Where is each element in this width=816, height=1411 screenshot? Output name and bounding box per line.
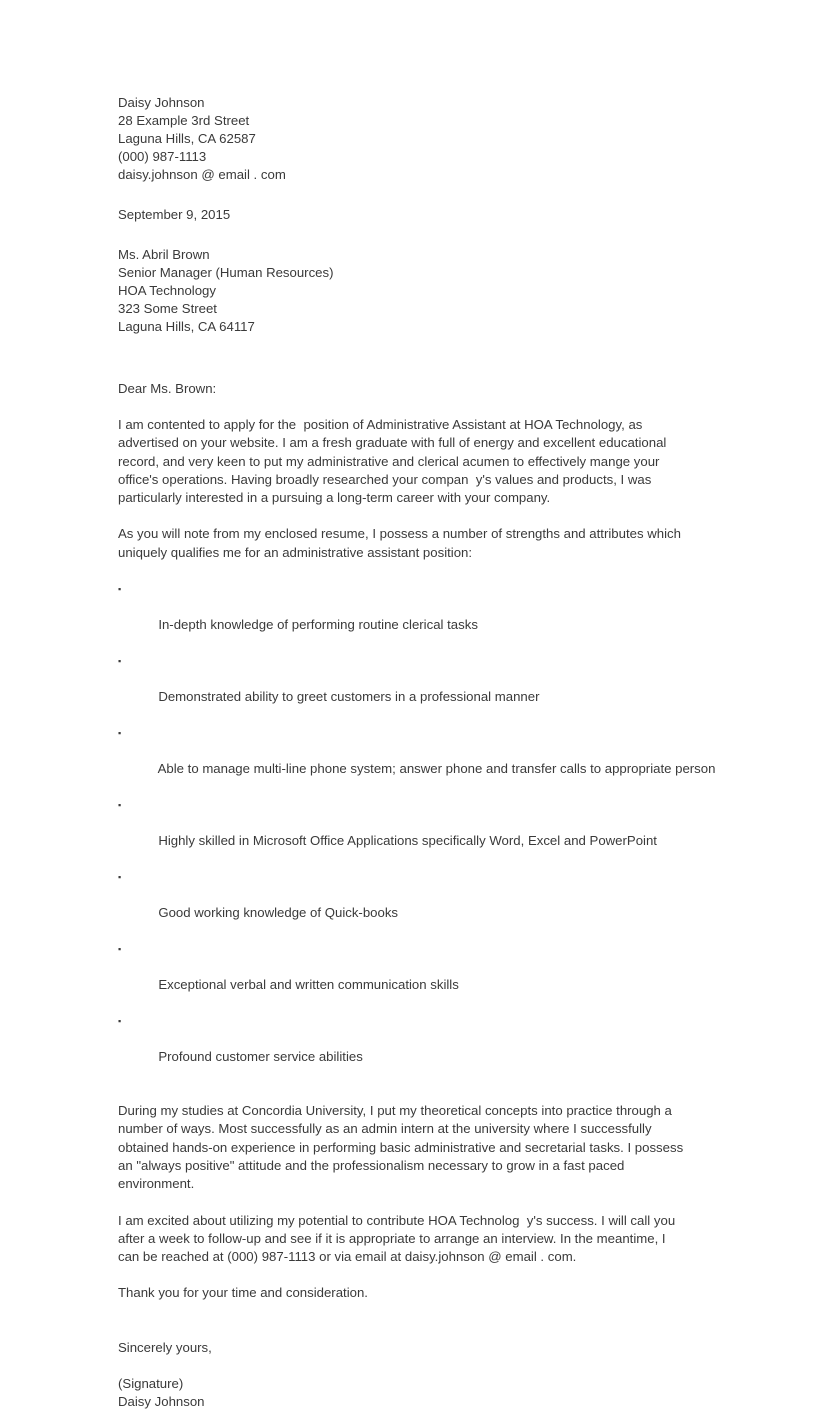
sender-phone: (000) 987-1113 xyxy=(118,149,207,164)
sender-email: daisy.johnson @ email . com xyxy=(118,167,286,182)
list-item-label: Demonstrated ability to greet customers in a professional manner xyxy=(158,689,540,705)
list-item xyxy=(118,652,684,724)
letter-body xyxy=(118,94,716,1411)
spacer-after-bullets xyxy=(118,1084,684,1102)
list-item xyxy=(118,724,716,796)
closing-salutation xyxy=(118,1339,684,1357)
list-item xyxy=(118,1012,684,1084)
recipient-title: Senior Manager (Human Resources) xyxy=(118,265,334,280)
sender-name: Daisy Johnson xyxy=(118,95,205,110)
paragraph-opening: I am contented to apply for the position of Administrative Assistant at HOA Technology, as advertised on your website. I am a fresh graduate with full of energy and excellent educational record, and very keen to put my administrative and clerical acumen to effectively mange your office's operations. Having broadly researched your compan y's values and products, I was particularly interested in a pursuing a long-term career with your company. xyxy=(118,417,671,506)
list-item xyxy=(118,868,684,940)
list-item-label: Profound customer service abilities xyxy=(158,1049,363,1065)
recipient-street: 323 Some Street xyxy=(118,301,217,316)
list-item-label: Good working knowledge of Quick-books xyxy=(158,905,399,921)
recipient-city-state-zip: Laguna Hills, CA 64117 xyxy=(118,319,255,334)
spacer-signature xyxy=(118,1357,684,1375)
bullet-icon: ▪ xyxy=(118,728,122,739)
spacer-before-bullets xyxy=(118,562,684,580)
bullet-icon: ▪ xyxy=(118,584,122,595)
list-item xyxy=(118,580,684,652)
signature-block xyxy=(118,1375,684,1411)
closing-salutation-text: Sincerely yours, xyxy=(118,1339,212,1355)
salutation xyxy=(118,380,684,398)
recipient-company: HOA Technology xyxy=(118,283,216,298)
bullet-icon: ▪ xyxy=(118,656,122,667)
sender-street: 28 Example 3rd Street xyxy=(118,113,250,128)
list-item-label: Highly skilled in Microsoft Office Applications specifically Word, Excel and PowerPoint xyxy=(158,833,657,849)
bullet-icon: ▪ xyxy=(118,800,122,811)
recipient-address-block xyxy=(118,246,684,336)
paragraph-thanks: Thank you for your time and consideration. xyxy=(118,1285,368,1301)
spacer-before-salutation xyxy=(118,336,684,380)
salutation-text: Dear Ms. Brown: xyxy=(118,381,217,396)
list-item xyxy=(118,940,684,1012)
list-item-label: In-depth knowledge of performing routine clerical tasks xyxy=(158,617,478,633)
paragraph-strengths-intro: As you will note from my enclosed resume, I possess a number of strengths and attributes which uniquely qualifies me for an administrative assistant position: xyxy=(118,526,685,560)
date-text: September 9, 2015 xyxy=(118,207,231,222)
sender-city-state-zip: Laguna Hills, CA 62587 xyxy=(118,131,256,146)
qualifications-list xyxy=(118,580,716,1084)
list-item-label: Able to manage multi-line phone system; answer phone and transfer calls to appropriate person xyxy=(157,761,716,777)
paragraph-closing: I am excited about utilizing my potential to contribute HOA Technolog y's success. I will call you after a week to follow-up and see if it is appropriate to arrange an interview. In the meantime, I can be reached at (000) 987-1113 or via email at daisy.johnson @ email . com. xyxy=(118,1212,679,1265)
signature-name: Daisy Johnson xyxy=(118,1393,205,1409)
spacer-after-salutation xyxy=(118,398,684,416)
paragraph-experience: During my studies at Concordia University, I put my theoretical concepts into practice through a number of ways. Most successfully as an admin intern at the university where I successfully obtained hands-on experience in performing basic administrative and secretarial tasks. I possess an "always positive" attitude and the professionalism necessary to grow in a fast paced environment. xyxy=(118,1103,687,1192)
bullet-icon: ▪ xyxy=(118,944,122,955)
sender-address-block xyxy=(118,94,684,184)
spacer-after-sender xyxy=(118,184,684,206)
recipient-name: Ms. Abril Brown xyxy=(118,247,210,262)
list-item xyxy=(118,796,684,868)
spacer-after-date xyxy=(118,224,684,246)
bullet-icon: ▪ xyxy=(118,872,122,883)
bullet-icon: ▪ xyxy=(118,1016,122,1027)
signature-placeholder: (Signature) xyxy=(118,1375,184,1391)
spacer-before-signature xyxy=(118,1303,684,1339)
list-item-label: Exceptional verbal and written communication skills xyxy=(158,977,459,993)
letter-date xyxy=(118,206,684,224)
